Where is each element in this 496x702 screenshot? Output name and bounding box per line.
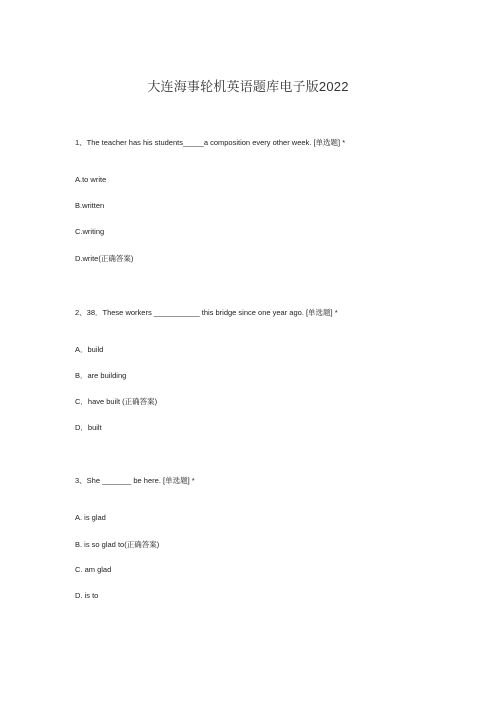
question-3-option-b[interactable]: B. is so glad to(正确答案): [75, 540, 160, 549]
question-2-option-d[interactable]: D．built: [75, 423, 102, 432]
question-2-option-b[interactable]: B．are building: [75, 371, 127, 380]
question-2-option-c[interactable]: C．have built (正确答案): [75, 397, 158, 406]
question-3-option-c[interactable]: C. am glad: [75, 565, 112, 574]
question-3-option-a[interactable]: A. is glad: [75, 513, 106, 522]
question-1-option-d[interactable]: D.write(正确答案): [75, 254, 134, 263]
page-title: 大连海事轮机英语题库电子版2022: [147, 79, 349, 94]
question-3-option-d[interactable]: D. is to: [75, 591, 99, 600]
question-1-text: 1、The teacher has his students_____a composition every other week. [单选题] *: [75, 138, 346, 147]
question-1-option-b[interactable]: B.written: [75, 201, 105, 210]
question-1-option-c[interactable]: C.writing: [75, 227, 105, 236]
question-1-option-a[interactable]: A.to write: [75, 175, 107, 184]
question-2-text: 2、38．These workers ___________ this bridge since one year ago. [单选题] *: [75, 308, 338, 317]
question-2-option-a[interactable]: A．build: [75, 345, 104, 354]
question-3-text: 3、She _______ be here. [单选题] *: [75, 476, 195, 485]
